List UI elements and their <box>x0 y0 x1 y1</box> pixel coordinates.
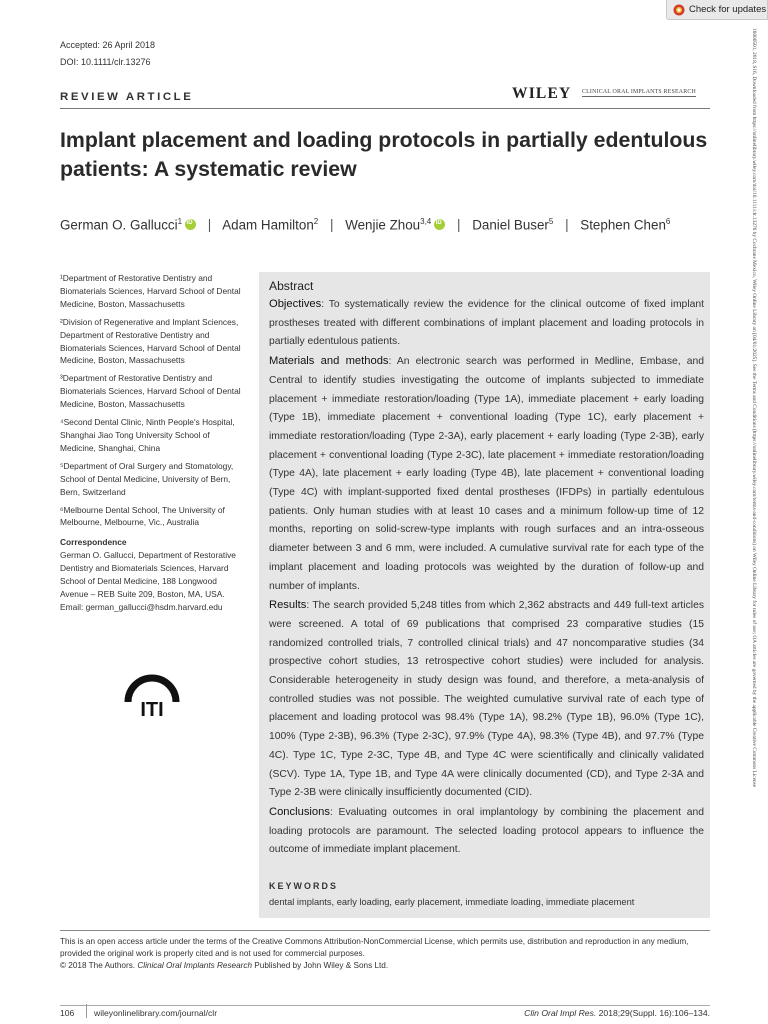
keywords-text: dental implants, early loading, early placement, immediate loading, immediate placement <box>269 897 635 907</box>
check-for-updates-button[interactable] <box>666 0 768 20</box>
journal-name: CLINICAL ORAL IMPLANTS RESEARCH <box>582 89 696 95</box>
methods-text: : An electronic search was performed in Medline, Embase, and Central to identify studies investigating the outcome of implants subjected to immediate placement + immediate restoration/loading (Type 1A), immediate placement + early loading (Type 1B), immediate placement + conventional loading (Type 1C), early placement + immediate restoration/loading (Type 2-3A), early placement + early loading (Type 2-3B), early placement + conventional loading (Type 2-3C), late placement + immediate restoration/loading (Type 4A), late placement + early loading (Type 4B), late placement + conventional loading (Type 4C) with implant-supported fixed dental prostheses (IFDPs) in partially edentulous patients. Only human studies with at least 10 cases and a minimum follow-up time of 12 months, reporting on solid-screw-type implants with rough surfaces and an intra-osseous diameter between 3 and 6 mm, were included. A cumulative survival rate for each type of the implant placement and loading protocols was weighted by the duration of follow-up and number of implants. <box>269 356 704 592</box>
orcid-icon[interactable] <box>434 219 445 230</box>
iti-logo <box>122 668 182 726</box>
iti-logo-text: ITI <box>140 699 164 721</box>
methods-label: Materials and methods <box>269 355 389 368</box>
abstract-results <box>269 596 704 803</box>
affiliation: ⁶Melbourne Dental School, The University of Melbourne, Melbourne, Vic., Australia <box>60 504 225 528</box>
check-for-updates-label: Check for updates <box>689 4 767 15</box>
license-notice <box>60 936 715 972</box>
affiliation: ²Division of Regenerative and Implant Sciences, Department of Restorative Dentistry and Biomaterials Sciences, Harvard School of Dental Medicine, Boston, Massachusetts <box>60 316 241 366</box>
author-name: Daniel Buser <box>472 217 549 233</box>
accepted-date: Accepted: 26 April 2018 <box>60 40 156 50</box>
affiliation: ¹Department of Restorative Dentistry and Biomaterials Sciences, Harvard School of Dental Medicine, Boston, Massachusetts <box>60 273 241 309</box>
footer-divider <box>86 1004 87 1018</box>
keywords-heading: KEYWORDS <box>269 881 339 891</box>
update-icon <box>673 4 685 16</box>
conclusions-label: Conclusions <box>269 805 330 818</box>
author-separator: | <box>329 217 334 233</box>
conclusions-text: : Evaluating outcomes in oral implantology by combining the placement and loading protocols are paramount. The selected loading protocol appears to influence the outcome of immediate implant placement. <box>269 806 704 856</box>
download-notice-text: 16000501, 2018, S16, Downloaded from https://onlinelibrary.wiley.com/doi/10.1111/clr.13276 by Cochrane Mexico, Wiley Online Library on [04/01/2025]. See the Terms and Conditions (https://onlinelibrary.wiley.com/terms-and-conditions) on Wiley Online Library for rules of use; OA articles are governed by the applicable Creative Commons License <box>751 28 757 788</box>
abstract-heading: Abstract <box>269 279 314 293</box>
author-affil-sup: 3,4 <box>420 217 432 226</box>
author-name: Stephen Chen <box>580 217 666 233</box>
page-number: 106 <box>60 1008 75 1018</box>
footer-rule <box>60 930 710 931</box>
abstract <box>269 277 704 860</box>
author-affil-sup: 2 <box>313 217 319 226</box>
author-affil-sup: 1 <box>177 217 183 226</box>
results-text: : The search provided 5,248 titles from which 2,362 abstracts and 449 full-text articles were screened. A total of 69 publications that comprised 23 comparative studies (15 randomized controlled trials, 7 controlled clinical trials) and 47 noncomparative studies (34 prospective cohort studies, 13 retrospective cohort studies) were included for analysis. Considerable heterogeneity in study design was found, and therefore, a meta-analysis of controlled studies was not possible. The weighted cumulative survival rate of each type of placement and loading protocol was 98.4% (Type 1A), 98.2% (Type 1B), 96.0% (Type 1C), 100% (Type 2-3B), 96.3% (Type 2-3C), 97.9% (Type 4A), 98.3% (Type 4B), and 97.7% (Type 4C). Type 1C, Type 2-3C, Type 4B, and Type 4C were scientifically and clinically validated (SCV). Type 1A, Type 1B, and Type 4A were clinically documented (CD), and Type 2-3A and Type 2-3B were clinically insufficiently documented (CID). <box>269 600 704 799</box>
copyright-post: Published by John Wiley & Sons Ltd. <box>252 961 389 970</box>
article-title: Implant placement and loading protocols in partially edentulous patients: A systematic review <box>60 128 708 181</box>
objectives-label: Objectives <box>269 298 322 310</box>
correspondence-heading: Correspondence <box>60 537 127 548</box>
citation-journal: Clin Oral Impl Res. <box>524 1008 597 1018</box>
journal-url[interactable]: wileyonlinelibrary.com/journal/clr <box>94 1008 218 1018</box>
doi: DOI: 10.1111/clr.13276 <box>60 57 151 67</box>
results-label: Results <box>269 599 307 612</box>
author-separator: | <box>207 217 212 233</box>
publisher-logo: WILEY <box>512 85 572 102</box>
citation-details: 2018;29(Suppl. 16):106–134. <box>596 1008 710 1018</box>
author-name: Adam Hamilton <box>222 217 314 233</box>
affiliation: ⁵Department of Oral Surgery and Stomatology, School of Dental Medicine, University of Bern, Bern, Switzerland <box>60 460 234 497</box>
orcid-icon[interactable] <box>185 219 196 230</box>
author-affil-sup: 6 <box>665 217 671 226</box>
author-affil-sup: 5 <box>548 217 554 226</box>
abstract-methods <box>269 352 704 596</box>
author-separator: | <box>565 217 569 233</box>
bottom-rule <box>60 1005 710 1006</box>
abstract-objectives <box>269 295 704 352</box>
license-text: This is an open access article under the terms of the Creative Commons Attribution-NonCommercial License, which permits use, distribution and reproduction in any medium, provided the original work is properly cited and is not used for commercial purposes. <box>60 937 689 958</box>
download-notice <box>744 28 760 1018</box>
citation <box>460 1008 710 1018</box>
copyright-journal: Clinical Oral Implants Research <box>137 961 253 970</box>
affiliation: ⁴Second Dental Clinic, Ninth People's Hospital, Shanghai Jiao Tong University School of Medicine, Shanghai, China <box>60 417 235 453</box>
affiliation: ³Department of Restorative Dentistry and Biomaterials Sciences, Harvard School of Dental Medicine, Boston, Massachusetts <box>60 373 241 410</box>
header-rule <box>60 108 710 109</box>
objectives-text: : To systematically review the evidence for the clinical outcome of fixed implant prostheses treated with different combinations of implant placement and loading protocols in partially edentulous patients. <box>269 299 704 348</box>
author-separator: | <box>456 217 461 233</box>
abstract-conclusions <box>269 803 704 860</box>
author-name: German O. Gallucci <box>60 217 178 233</box>
author-list <box>60 217 720 232</box>
author-name: Wenjie Zhou <box>345 217 421 233</box>
section-label: REVIEW ARTICLE <box>60 91 194 103</box>
correspondence-email[interactable]: Email: german_gallucci@hsdm.harvard.edu <box>60 601 223 612</box>
correspondence-text: German O. Gallucci, Department of Restorative Dentistry and Biomaterials Sciences, Harvard School of Dental Medicine, 188 Longwood Avenue – REB Suite 209, Boston, MA, USA. <box>60 550 236 599</box>
copyright-line <box>60 960 715 972</box>
copyright-pre: © 2018 The Authors. <box>60 961 138 970</box>
affiliations <box>60 272 245 614</box>
